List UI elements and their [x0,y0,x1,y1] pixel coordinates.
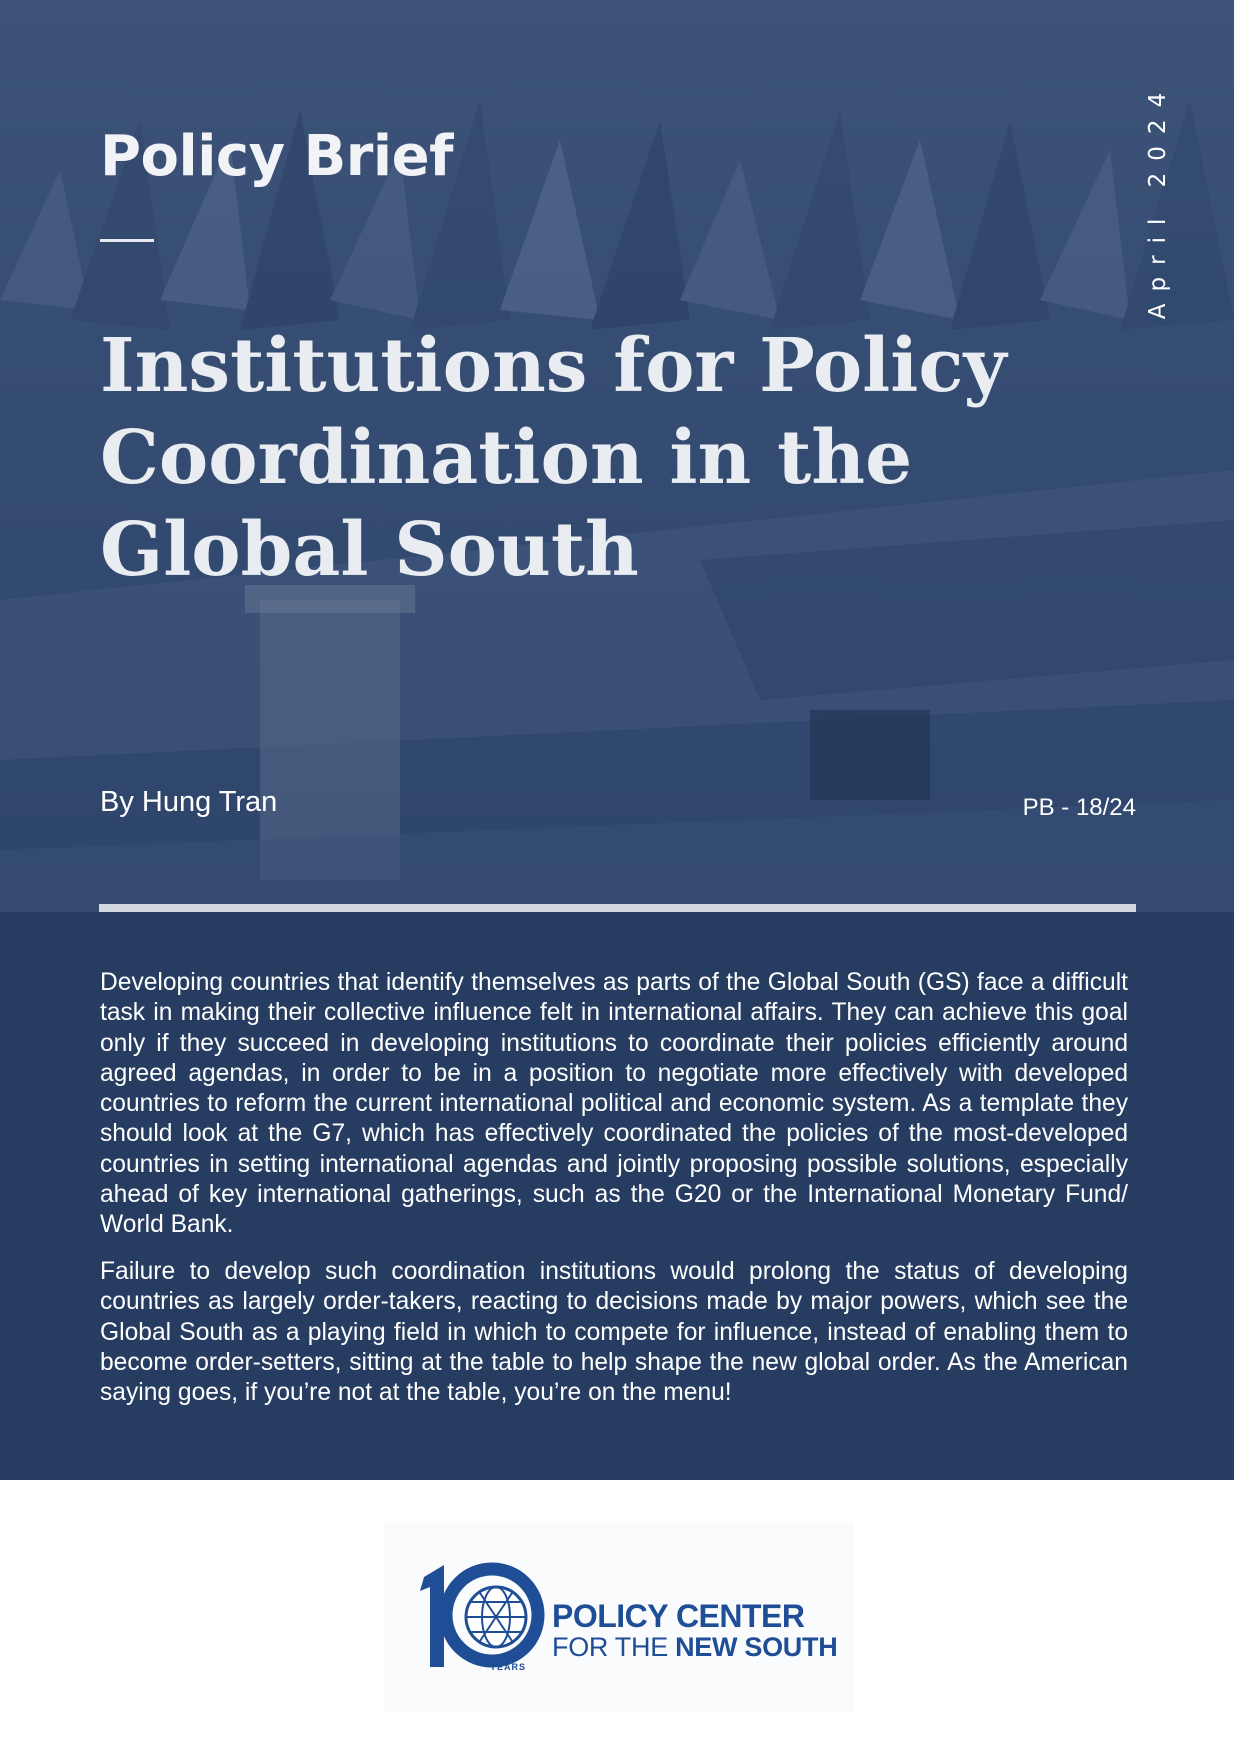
document-title: Institutions for Policy Coordination in the Global South [100,323,1007,593]
logo-line-2 [552,1632,837,1662]
summary-section [0,912,1234,1480]
series-label: Policy Brief [100,124,453,189]
report-number: PB - 18/24 [1022,794,1136,821]
logo-line-2-emphasis: NEW SOUTH [675,1632,838,1662]
logo-years-label: YEARS [490,1662,527,1672]
summary-paragraph: Failure to develop such coordination institutions would prolong the status of developing countries as largely order-takers, reacting to decisions made by major powers, which see the Global South as a playing field in which to compete for influence, instead of enabling them to become order-setters, sitting at the table to help shape the new global order. As the American saying goes, if you’re not at the table, you’re on the menu! [100,1258,1128,1407]
title-divider [100,239,154,242]
publisher-logo [384,1522,854,1712]
logo-wordmark [552,1600,837,1662]
anniversary-globe-icon [410,1557,560,1677]
logo-line-2-prefix: FOR THE [552,1632,676,1662]
author-byline: By Hung Tran [100,786,278,818]
summary-paragraph: Developing countries that identify themselves as parts of the Global South (GS) face a difficult task in making their collective influence felt in international affairs. They can achieve this goal only if they succeed in developing institutions to coordinate their policies efficiently around agreed agendas, in order to be in a position to negotiate more effectively with developed countries to reform the current international political and economic system. As a template they should look at the G7, which has effectively coordinated the policies of the most-developed countries in setting international agendas and jointly proposing possible solutions, especially ahead of key international gatherings, such as the G20 or the International Monetary Fund/ World Bank. [100,969,1128,1239]
logo-line-1: POLICY CENTER [552,1598,805,1634]
publication-date: April 2024 [1145,80,1171,320]
